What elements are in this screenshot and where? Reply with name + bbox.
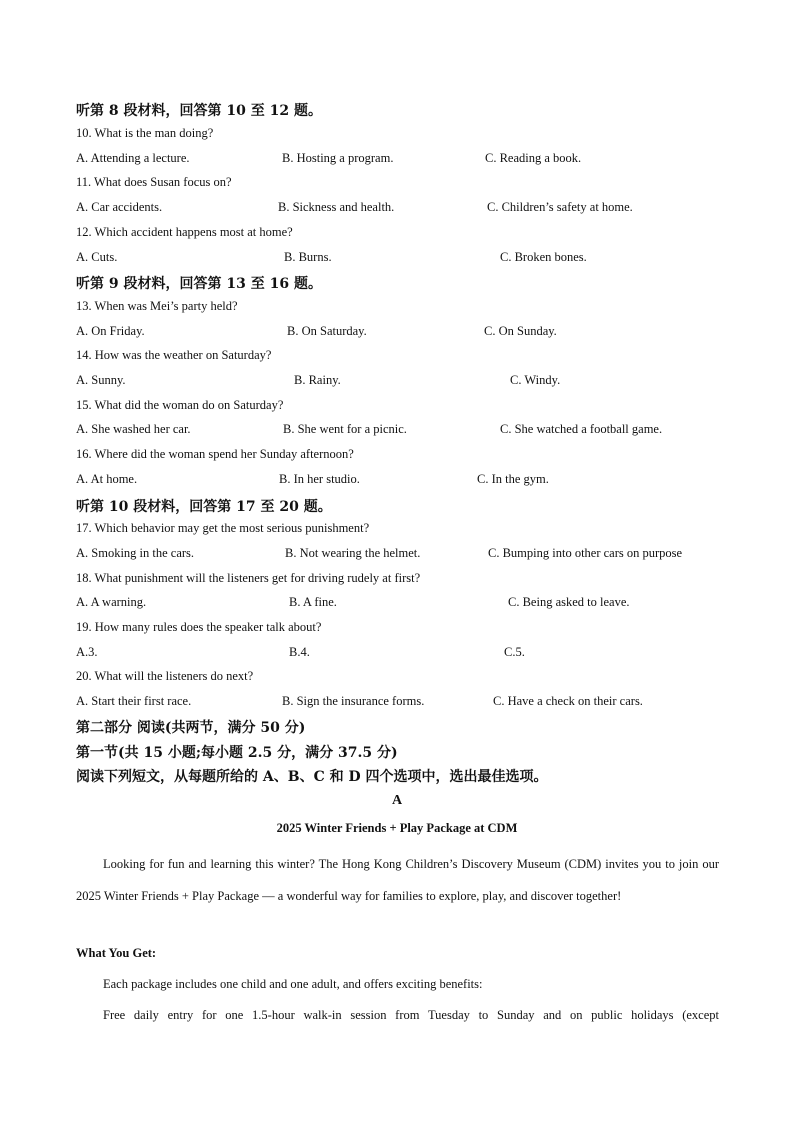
option-c: C.5.: [504, 645, 525, 659]
option-b: B. On Saturday.: [287, 324, 367, 338]
option-a: A. Sunny.: [76, 373, 126, 387]
option-a: A. Car accidents.: [76, 200, 163, 214]
option-b: B. A fine.: [289, 595, 337, 609]
question-text: 17. Which behavior may get the most serious punishment?: [76, 521, 370, 535]
option-c: C. Bumping into other cars on purpose: [488, 546, 683, 560]
question-text: 14. How was the weather on Saturday?: [76, 348, 272, 362]
option-a: A. Start their first race.: [76, 694, 192, 708]
option-b: B.4.: [289, 645, 310, 659]
question-text: 12. Which accident happens most at home?: [76, 225, 293, 239]
instruction: 阅读下列短文，从每题所给的 A、B、C 和 D 四个选项中，选出最佳选项。: [76, 769, 548, 785]
option-a: A.3.: [76, 645, 98, 659]
question-text: 10. What is the man doing?: [76, 126, 214, 140]
section-heading: 听第 8 段材料，回答第 10 至 12 题。: [76, 103, 322, 119]
option-b: B. Burns.: [284, 250, 332, 264]
question-text: 11. What does Susan focus on?: [76, 175, 232, 189]
option-c: C. Being asked to leave.: [508, 595, 630, 609]
option-a: A. She washed her car.: [76, 422, 191, 436]
option-b: B. She went for a picnic.: [283, 422, 407, 436]
option-b: B. Sickness and health.: [278, 200, 395, 214]
option-b: B. Rainy.: [294, 373, 341, 387]
passage-letter: A: [391, 793, 403, 808]
section-heading: 听第 9 段材料，回答第 13 至 16 题。: [76, 276, 322, 292]
option-c: C. Children’s safety at home.: [487, 200, 633, 214]
question-text: 18. What punishment will the listeners get for driving rudely at first?: [76, 571, 421, 585]
subheading: What You Get:: [76, 946, 157, 960]
paragraph: Free daily entry for one 1.5-hour walk-in session from Tuesday to Sunday and on public holidays (except: [103, 1008, 719, 1022]
part-title: 第二部分 阅读(共两节，满分 50 分): [76, 720, 306, 736]
question-text: 16. Where did the woman spend her Sunday afternoon?: [76, 447, 354, 461]
option-b: B. Sign the insurance forms.: [282, 694, 425, 708]
section-heading: 听第 10 段材料，回答第 17 至 20 题。: [76, 499, 332, 515]
option-c: C. On Sunday.: [484, 324, 557, 338]
option-a: A. At home.: [76, 472, 138, 486]
option-c: C. In the gym.: [477, 472, 549, 486]
option-c: C. Broken bones.: [500, 250, 587, 264]
option-b: B. In her studio.: [279, 472, 360, 486]
option-a: A. Smoking in the cars.: [76, 546, 195, 560]
option-b: B. Not wearing the helmet.: [285, 546, 421, 560]
option-c: C. Reading a book.: [485, 151, 582, 165]
article-title: 2025 Winter Friends + Play Package at CDM: [276, 821, 518, 835]
option-c: C. Windy.: [510, 373, 561, 387]
question-text: 13. When was Mei’s party held?: [76, 299, 238, 313]
section-title: 第一节(共 15 小题;每小题 2.5 分，满分 37.5 分): [76, 745, 398, 761]
question-text: 19. How many rules does the speaker talk about?: [76, 620, 322, 634]
paragraph: Each package includes one child and one adult, and offers exciting benefits:: [103, 977, 483, 991]
option-a: A. Attending a lecture.: [76, 151, 190, 165]
paragraph: Looking for fun and learning this winter? The Hong Kong Children’s Discovery Museum (CDM) invites you to join our 2025 Winter Friends + Play Package — a wonderful way for families to explore, play, and discover together!: [76, 857, 719, 903]
option-c: C. She watched a football game.: [500, 422, 663, 436]
option-a: A. A warning.: [76, 595, 147, 609]
option-c: C. Have a check on their cars.: [493, 694, 643, 708]
question-text: 20. What will the listeners do next?: [76, 669, 254, 683]
option-a: A. Cuts.: [76, 250, 118, 264]
question-text: 15. What did the woman do on Saturday?: [76, 398, 284, 412]
option-a: A. On Friday.: [76, 324, 145, 338]
option-b: B. Hosting a program.: [282, 151, 394, 165]
